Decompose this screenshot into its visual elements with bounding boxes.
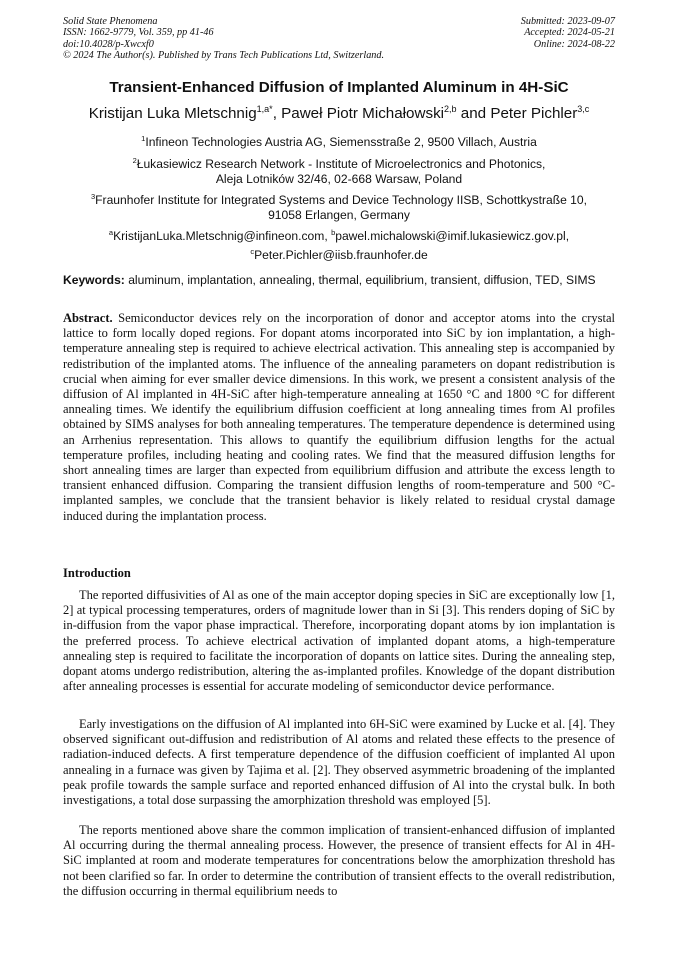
affiliation-text: Aleja Lotników 32/46, 02-668 Warsaw, Poland <box>215 172 463 187</box>
author-separator: and <box>456 105 491 123</box>
affiliation-number: 1 <box>141 134 146 143</box>
abstract-label: Abstract. <box>63 311 113 325</box>
keywords-text: aluminum, implantation, annealing, thermal, equilibrium, transient, diffusion, TED, SIMS <box>124 273 596 287</box>
keywords <box>63 273 615 287</box>
email-separator: , <box>565 229 570 244</box>
email-link[interactable]: Peter.Pichler@iisb.fraunhofer.de <box>254 248 428 263</box>
author-superscript: 2,b <box>444 104 457 114</box>
author-separator: , <box>272 105 282 123</box>
author-name: Peter Pichler <box>490 105 578 123</box>
affiliation-3 <box>40 189 638 223</box>
intro-paragraph: Early investigations on the diffusion of Al implanted into 6H-SiC were examined by Lucke et al. [4]. They observed significant out-diffusion and redistribution of Al atoms and related these effects to the presence of radiation-induced defects. A first temperature dependence of the diffusion coefficient of implanted Al upon annealing in a furnace was given by Tajima et al. [2]. They observed asymmetric broadening of the implanted peak profile towards the sample surface and reported enhanced diffusion of Al into the crystal bulk. In both investigations, a total dose surpassing the amorphization threshold was employed [5]. <box>63 717 615 808</box>
author-emails <box>40 225 638 263</box>
email-marker: b <box>331 228 336 237</box>
intro-paragraph: The reported diffusivities of Al as one of the main acceptor doping species in SiC are exceptionally low [1, 2] at typical processing temperatures, orders of magnitude lower than in Si [3]. This renders doping of SiC by in-diffusion from the vapor phase impractical. Therefore, incorporating dopant atoms by ion implantation is the preferred process. To achieve electrical activation of implanted dopant atoms, a high-temperature annealing step is required to facilitate the incorporation of dopants on lattice sites. During the annealing step, dopant atoms undergo redistribution, altering the as-implanted profiles. Knowledge of the dopant distribution after annealing processes is essential for accurate modeling of semiconductor device performance. <box>63 588 615 694</box>
email-separator: , <box>324 229 332 244</box>
affiliation-1 <box>40 131 638 150</box>
journal-name: Solid State Phenomena <box>63 16 158 27</box>
author-superscript: 1,a* <box>256 104 273 114</box>
author-list <box>30 104 648 122</box>
email-marker: a <box>108 228 114 237</box>
author-name: Kristijan Luka Mletschnig <box>88 105 257 123</box>
affiliation-number: 3 <box>90 192 96 201</box>
accepted-date: Accepted: 2024-05-21 <box>524 27 615 39</box>
section-heading: Introduction <box>63 566 131 580</box>
submitted-date: Submitted: 2023-09-07 <box>520 16 615 27</box>
affiliation-text: Infineon Technologies Austria AG, Siemensstraße 2, 9500 Villach, Austria <box>145 135 537 150</box>
paper-title: Transient-Enhanced Diffusion of Implanted Aluminum in 4H-SiC <box>109 79 569 96</box>
email-link[interactable]: KristijanLuka.Mletschnig@infineon.com <box>113 229 325 244</box>
issn-line: ISSN: 1662-9779, Vol. 359, pp 41-46 <box>63 27 214 39</box>
abstract-text: Semiconductor devices rely on the incorporation of donor and acceptor atoms into the crystal lattice to form locally doped regions. For dopant atoms incorporated into SiC by ion implantation, a high-temperature annealing step is required to achieve electrical activation. This annealing step is accompanied by redistribution of the implanted atoms. The influence of the annealing parameters on dopant redistribution is crucial when aiming for ever smaller device dimensions. In this work, we present a consistent analysis of the diffusion of Al implanted in 4H-SiC after high-temperature annealing at 1650 °C and 1800 °C for different annealing times. We identify the equilibrium diffusion coefficient at long annealing times from Al profiles obtained by SIMS analyses for both annealing temperatures. The temperature dependence is determined using an Arrhenius representation. This allows to quantify the equilibrium diffusion lengths for the actual temperature profiles, including heating and cooling rates. We find that the measured diffusion lengths for short annealing times are larger than expected from equilibrium diffusion and attribute the excess length to transient enhanced diffusion. Comparing the transient diffusion lengths of room-temperature and 500 °C-implanted samples, we conclude that the transient behavior is likely related to residual crystal damage induced during the implantation process. <box>63 311 615 523</box>
author-superscript: 3,c <box>577 104 590 114</box>
affiliation-text: Fraunhofer Institute for Integrated Systems and Device Technology IISB, Schottkystraße 10, <box>95 193 587 208</box>
author-name: Paweł Piotr Michałowski <box>281 105 445 123</box>
copyright-line: © 2024 The Author(s). Published by Trans Tech Publications Ltd, Switzerland. <box>63 49 385 61</box>
dates-header <box>521 16 615 50</box>
email-marker: c <box>250 247 255 257</box>
affiliation-text: Łukasiewicz Research Network - Institute of Microelectronics and Photonics, <box>136 157 546 172</box>
affiliation-text: 91058 Erlangen, Germany <box>268 208 410 223</box>
abstract <box>63 311 615 524</box>
intro-paragraph: The reports mentioned above share the common implication of transient-enhanced diffusion of implanted Al occurring during the thermal annealing process. However, the presence of transient effects for Al in 4H-SiC implanted at room and moderate temperatures for concentrations below the amorphization threshold has not been clarified so far. In order to determine the contribution of transient effects to the overall redistribution, the diffusion occurring in thermal equilibrium needs to <box>63 823 615 898</box>
journal-header <box>63 16 384 61</box>
email-link[interactable]: pawel.michalowski@imif.lukasiewicz.gov.pl <box>335 229 566 244</box>
keywords-label: Keywords: <box>63 273 125 287</box>
affiliation-number: 2 <box>132 156 137 165</box>
online-date: Online: 2024-08-22 <box>533 38 615 50</box>
doi-line[interactable]: doi:10.4028/p-Xwcxf0 <box>63 38 154 50</box>
affiliation-2 <box>40 153 638 187</box>
